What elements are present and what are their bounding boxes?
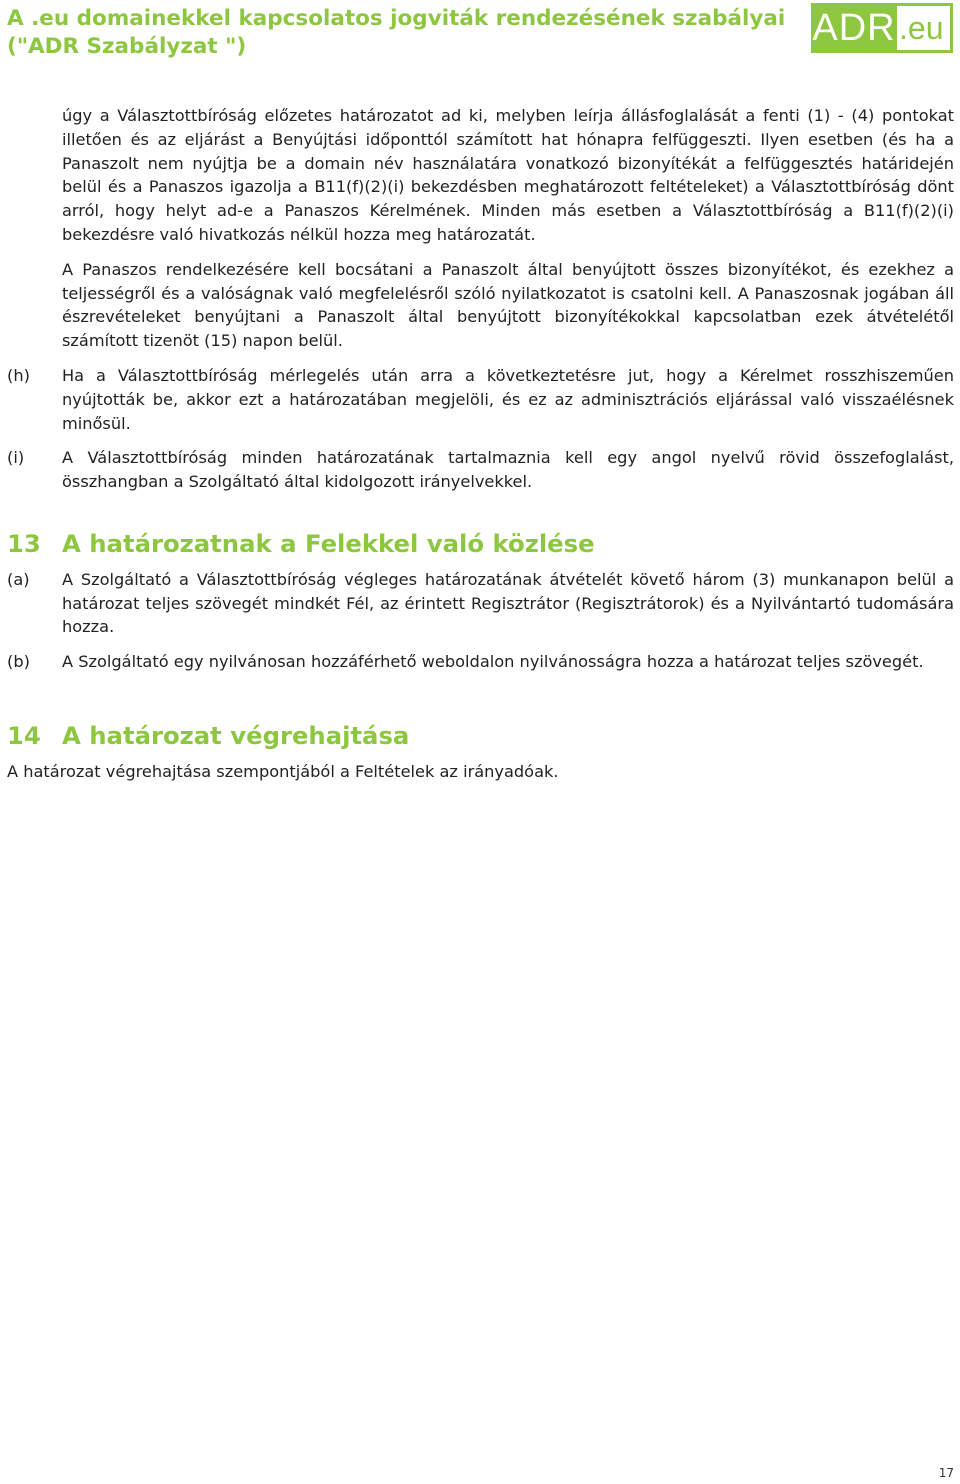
list-item-13a: [7, 568, 954, 639]
logo-eu-text: .eu: [897, 3, 953, 53]
list-item-i: [7, 446, 954, 494]
section-number: 14: [7, 720, 41, 750]
item-text: A Szolgáltató egy nyilvánosan hozzáférhető weboldalon nyilvánosságra hozza a határozat teljes szövegét.: [62, 652, 924, 672]
item-label: (a): [7, 569, 30, 589]
list-item-13b: [7, 650, 954, 674]
page-header: [7, 5, 787, 61]
item-text: A Választottbíróság minden határozatának tartalmaznia kell egy angol nyelvű rövid összefoglalást, összhangban a Szolgáltató által kidolgozott irányelvekkel.: [62, 448, 954, 492]
section-title: A határozat végrehajtása: [62, 720, 410, 750]
logo-adr-text: ADR: [811, 3, 897, 53]
section-14-text: A határozat végrehajtása szempontjából a Feltételek az irányadóak.: [7, 761, 559, 781]
paragraph-g-evidence: A Panaszos rendelkezésére kell bocsátani a Panaszolt által benyújtott összes bizonyítékot, és ezekhez a teljességről és a valóságnak való megfelelésről szóló nyilatkozatot is csatolni kell. A Panaszosnak jogában áll észrevételeket benyújtani a Panaszolt által benyújtott bizonyítékokkal kapcsolatban ezek átvételétől számított tizenöt (15) napon belül.: [62, 259, 954, 351]
section-13-heading: [7, 528, 954, 558]
item-text: A Szolgáltató a Választottbíróság végleges határozatának átvételét követő három (3) munkanapon belül a határozat teljes szövegét mindkét Fél, az érintett Regisztrátor (Regisztrátorok) és a Nyilvántartó tudomására hozza.: [62, 569, 954, 637]
item-label: (i): [7, 448, 25, 468]
section-number: 13: [7, 528, 41, 558]
document-body: [7, 104, 954, 784]
item-label: (h): [7, 365, 30, 385]
paragraph-g-continued: úgy a Választottbíróság előzetes határozatot ad ki, melyben leírja állásfoglalását a fenti (1) - (4) pontokat illetően és az eljárást a Benyújtási időponttól számított hat hónapra felfüggeszti. Ilyen esetben (és ha a Panaszolt nem nyújtja be a domain név használatára vonatkozó bizonyítékát a felfüggesztés határidején belül és a Panaszos igazolja a B11(f)(2)(i) bekezdésben meghatározott feltételeket) a Választottbíróság dönt arról, hogy helyt ad-e a Panaszos Kérelmének. Minden más esetben a Választottbíróság a B11(f)(2)(i) bekezdésre való hivatkozás nélkül hozza meg határozatát.: [62, 106, 954, 244]
page-number: 17: [938, 1466, 954, 1480]
list-item-h: [7, 364, 954, 435]
item-text: Ha a Választottbíróság mérlegelés után arra a következtetésre jut, hogy a Kérelmet rosszhiszeműen nyújtották be, akkor ezt a határozatában megjelöli, és ez az adminisztrációs eljárással való visszaélésnek minősül.: [62, 365, 954, 433]
section-title: A határozatnak a Felekkel való közlése: [62, 528, 595, 558]
section-14-heading: [7, 720, 954, 750]
item-label: (b): [7, 652, 30, 672]
adr-eu-logo: [811, 3, 953, 53]
document-title: A .eu domainekkel kapcsolatos jogviták rendezésének szabályai ("ADR Szabályzat "): [7, 6, 786, 59]
